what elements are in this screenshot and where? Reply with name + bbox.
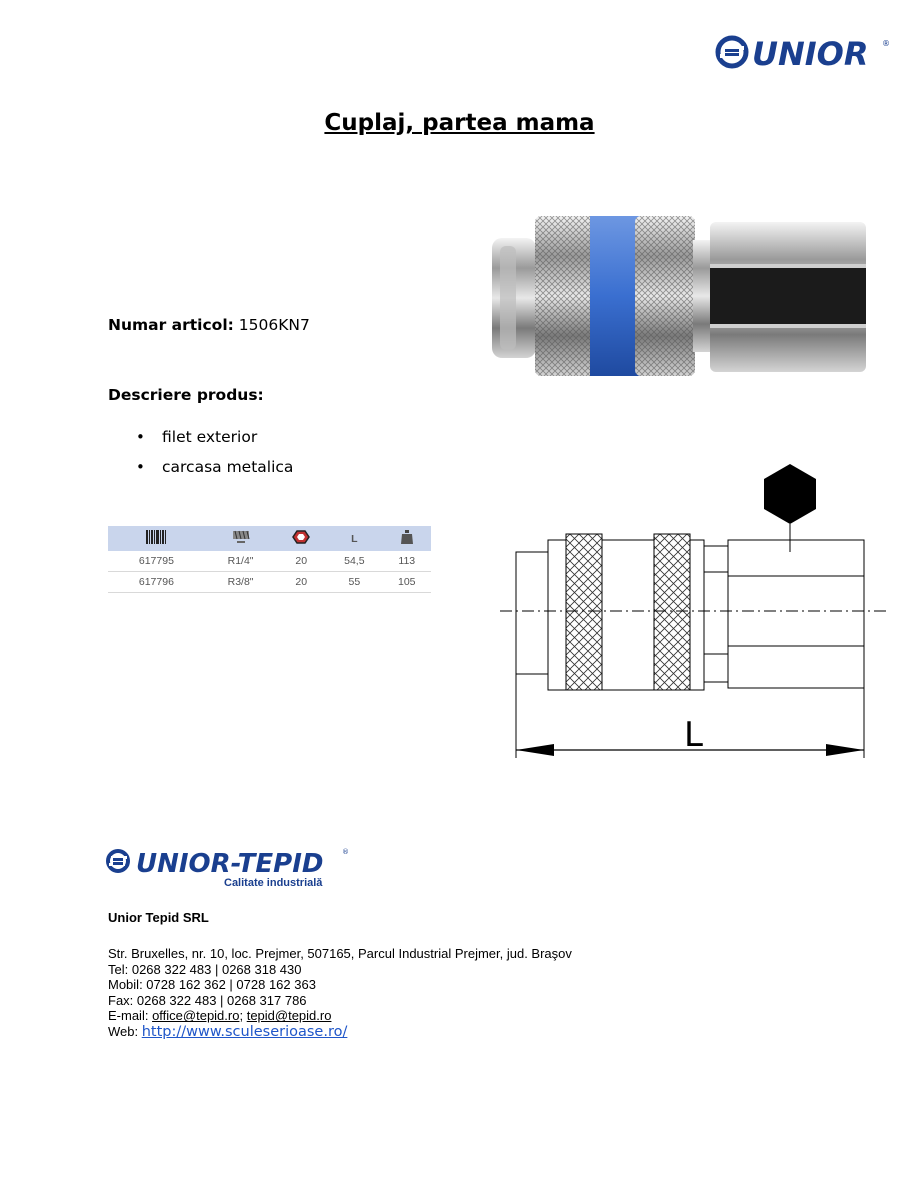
table-cell: R1/4" — [205, 551, 277, 572]
email-link-tepid[interactable]: tepid@tepid.ro — [246, 1008, 332, 1024]
article-number-line — [108, 316, 310, 334]
hex-profile-icon — [764, 464, 816, 552]
table-cell: R3/8" — [205, 572, 277, 593]
unior-tepid-logo-text: UNIOR-TEPID — [136, 849, 324, 879]
phone-line: Tel: 0268 322 483 | 0268 318 430 — [108, 961, 302, 977]
email-line — [108, 1008, 572, 1024]
email-link-office[interactable]: office@tepid.ro — [152, 1008, 240, 1024]
registered-mark: ® — [342, 848, 349, 856]
arrow-right-icon — [826, 744, 864, 756]
table-cell: 617796 — [108, 572, 205, 593]
barcode-header — [108, 526, 205, 551]
unior-swirl-icon — [718, 38, 746, 66]
table-cell: 20 — [276, 551, 326, 572]
description-heading: Descriere produs: — [108, 386, 264, 404]
website-link[interactable]: http://www.sculeserioase.ro/ — [141, 1023, 348, 1040]
weight-header — [383, 526, 431, 551]
unior-logo — [712, 30, 892, 74]
unior-swirl-icon — [108, 851, 128, 871]
web-label: Web: — [108, 1023, 142, 1039]
table-cell: 54,5 — [326, 551, 382, 572]
logo-tagline: Calitate industrială — [224, 877, 323, 889]
length-header: L — [326, 526, 382, 551]
dimension-label: L — [684, 715, 703, 755]
table-cell: 20 — [276, 572, 326, 593]
company-name: Unior Tepid SRL — [108, 910, 209, 925]
mobile-line: Mobil: 0728 162 362 | 0728 162 363 — [108, 977, 316, 993]
contact-block — [108, 946, 572, 1041]
feature-list — [108, 426, 293, 486]
unior-tepid-logo — [106, 842, 356, 892]
email-separator: ; — [239, 1008, 247, 1024]
table-row — [108, 572, 431, 593]
technical-drawing — [498, 462, 890, 762]
page-title: Cuplaj, partea mama — [324, 110, 595, 136]
article-label: Numar articol: — [108, 316, 234, 334]
feature-item: • carcasa metalica — [108, 456, 293, 486]
web-line — [108, 1024, 572, 1041]
barcode-icon — [146, 530, 166, 544]
unior-logo-text: UNIOR — [752, 35, 869, 73]
table-cell: 105 — [383, 572, 431, 593]
thread-icon — [232, 530, 250, 544]
table-row — [108, 551, 431, 572]
thread-header — [205, 526, 277, 551]
address-line: Str. Bruxelles, nr. 10, loc. Prejmer, 507165, Parcul Industrial Prejmer, jud. Braşov — [108, 946, 572, 961]
article-number: 1506KN7 — [238, 316, 310, 334]
registered-mark: ® — [882, 39, 890, 48]
product-photo — [480, 206, 870, 388]
email-label: E-mail: — [108, 1008, 153, 1024]
table-cell: 55 — [326, 572, 382, 593]
feature-item: • filet exterior — [108, 426, 293, 456]
table-cell: 113 — [383, 551, 431, 572]
fax-line: Fax: 0268 322 483 | 0268 317 786 — [108, 992, 307, 1008]
hex-wrench-icon — [292, 530, 310, 544]
table-cell: 617795 — [108, 551, 205, 572]
spec-table-header — [108, 526, 431, 551]
wrench-size-header — [276, 526, 326, 551]
weight-icon — [400, 530, 414, 544]
spec-table — [108, 526, 431, 593]
arrow-left-icon — [516, 744, 554, 756]
